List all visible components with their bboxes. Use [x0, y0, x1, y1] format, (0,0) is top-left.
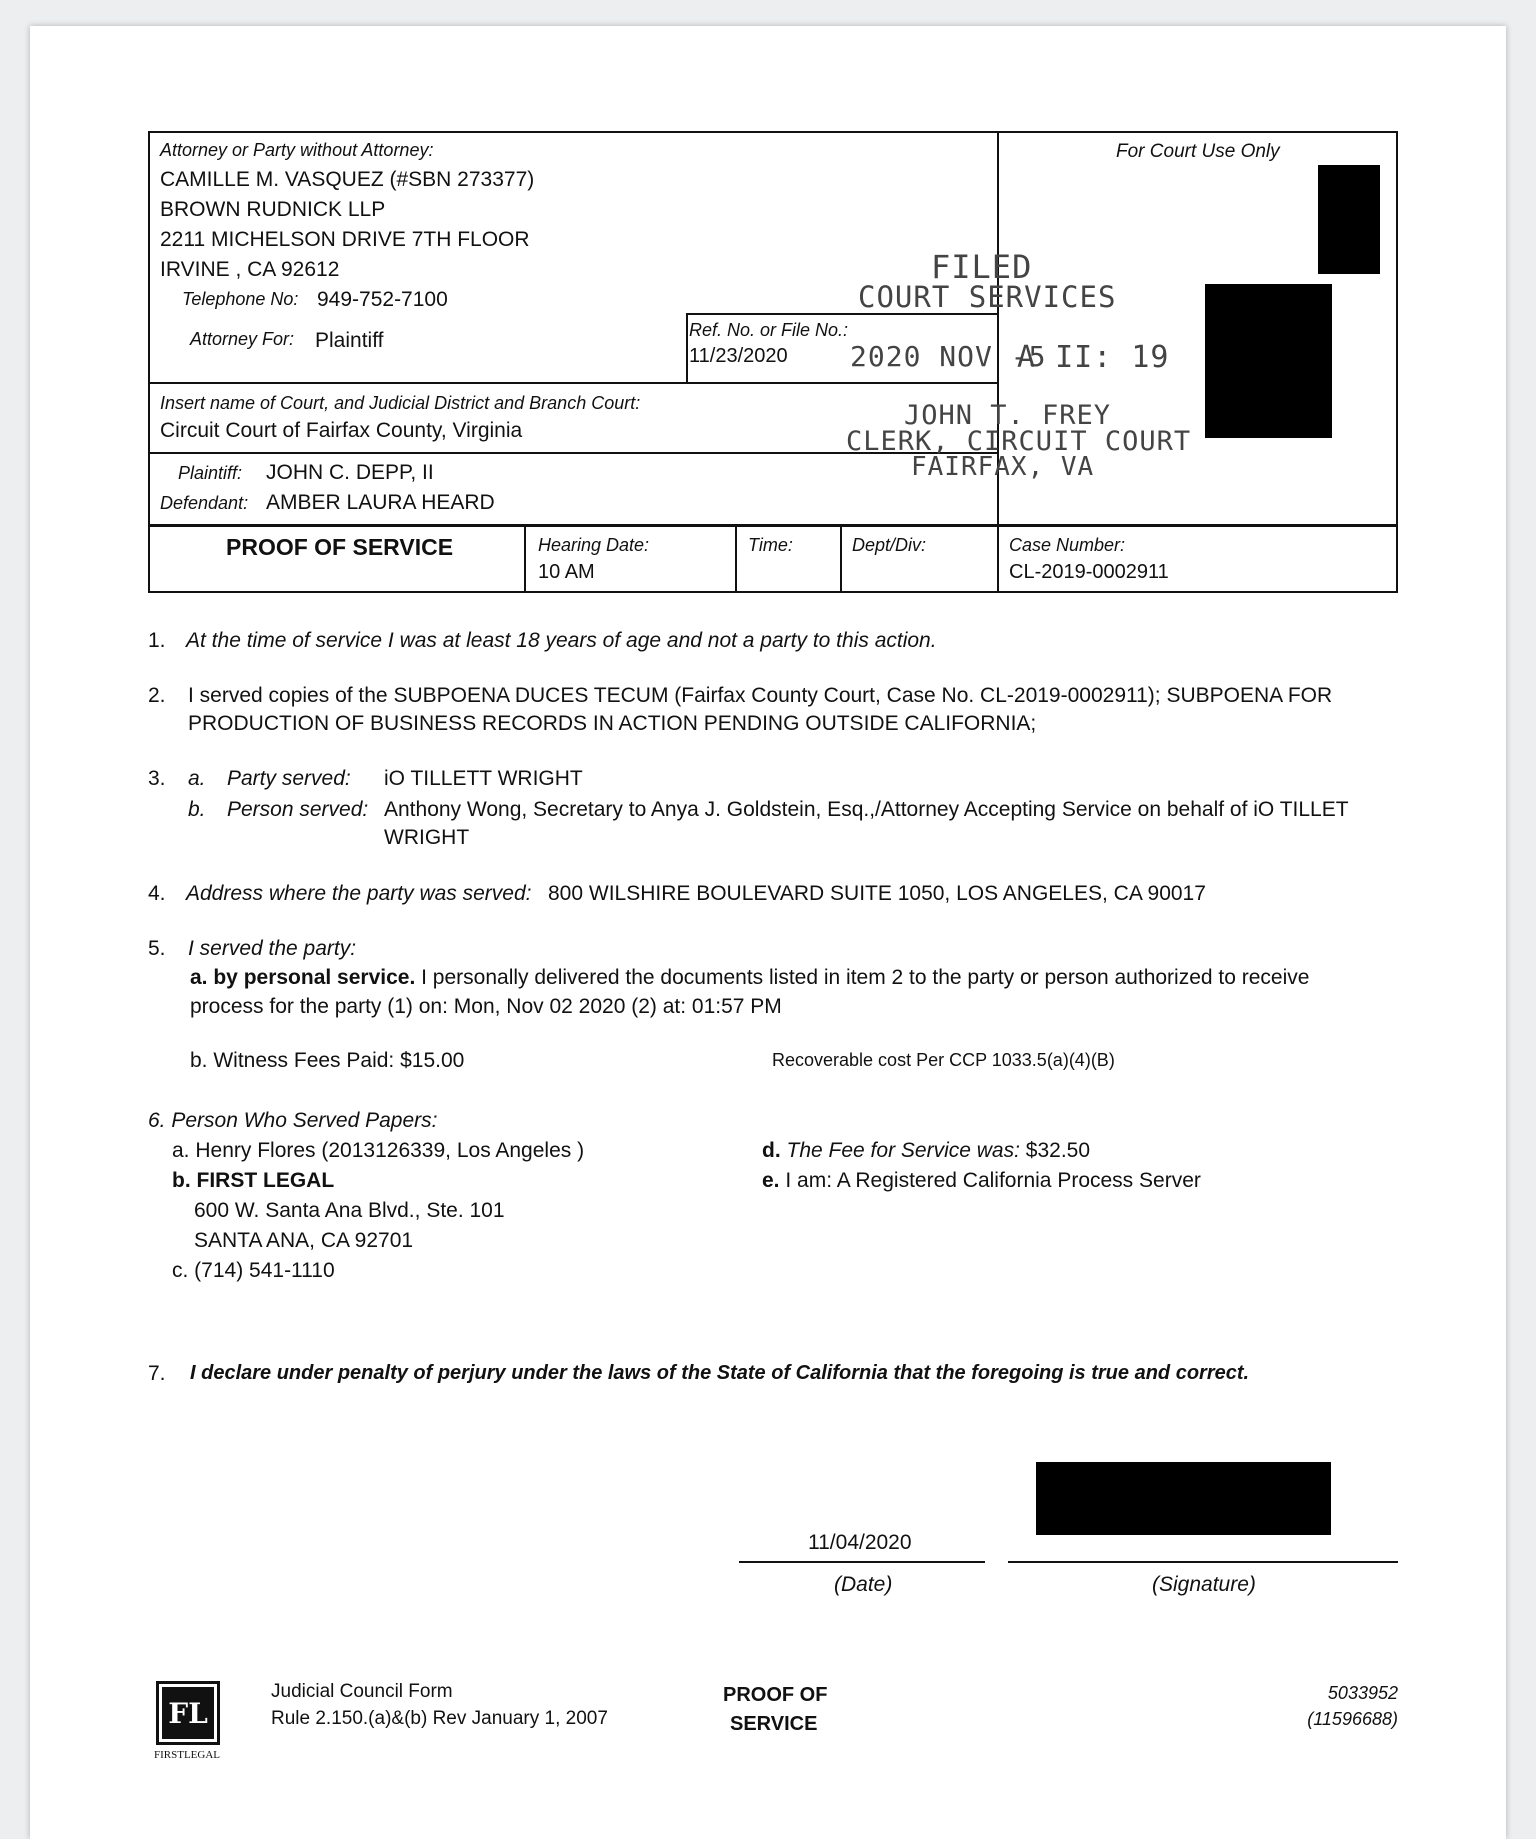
stamp-time: A II: 19 [1017, 340, 1170, 375]
title-row-top [148, 524, 1398, 527]
stamp-court-services: COURT SERVICES [858, 280, 1117, 314]
title-row-div3 [840, 525, 842, 593]
item-6a: a. Henry Flores (2013126339, Los Angeles ) [172, 1139, 585, 1162]
item-6d [762, 1136, 1090, 1165]
date-line [739, 1561, 985, 1563]
telephone-value: 949-752-7100 [317, 288, 448, 311]
telephone-label: Telephone No: [182, 289, 299, 309]
footer-form-line-1: Judicial Council Form [271, 1681, 453, 1702]
footer-title-line-1: PROOF OF [723, 1684, 828, 1706]
firstlegal-logo [156, 1681, 220, 1745]
item-5-label: I served the party: [188, 937, 357, 960]
item-2-line-1: I served copies of the SUBPOENA DUCES TECUM (Fairfax County Court, Case No. CL-2019-0002911); SUBPOENA FOR [188, 684, 1333, 707]
item-2-number: 2. [148, 684, 166, 707]
item-5-recoverable: Recoverable cost Per CCP 1033.5(a)(4)(B) [772, 1050, 1115, 1070]
form-title: PROOF OF SERVICE [226, 534, 454, 560]
stamp-clerk-name: JOHN T. FREY [904, 400, 1112, 431]
defendant-value: AMBER LAURA HEARD [266, 491, 495, 514]
time-label: Time: [748, 535, 793, 555]
hearing-date-label: Hearing Date: [538, 535, 650, 555]
item-4-value: 800 WILSHIRE BOULEVARD SUITE 1050, LOS ANGELES, CA 90017 [548, 882, 1206, 905]
item-5-number: 5. [148, 937, 166, 960]
ref-value: 11/23/2020 [689, 345, 788, 367]
attorney-line-3: 2211 MICHELSON DRIVE 7TH FLOOR [160, 228, 530, 251]
attorney-label: Attorney or Party without Attorney: [160, 140, 434, 160]
item-3b-letter: b. [188, 798, 206, 821]
item-2-line-2: PRODUCTION OF BUSINESS RECORDS IN ACTION PENDING OUTSIDE CALIFORNIA; [188, 712, 1037, 735]
item-3b-value-line-2: WRIGHT [384, 826, 470, 849]
item-6b: b. FIRST LEGAL [172, 1169, 335, 1192]
footer-id-1: 5033952 [1327, 1683, 1398, 1703]
stamp-filed: FILED [931, 248, 1033, 286]
item-4-label: Address where the party was served: [186, 882, 532, 905]
item-7-text: I declare under penalty of perjury under the laws of the State of California that the foregoing is true and correct. [190, 1362, 1250, 1384]
stamp-location: FAIRFAX, VA [911, 452, 1095, 482]
attorney-divider [148, 382, 998, 384]
footer-form-line-2: Rule 2.150.(a)&(b) Rev January 1, 2007 [271, 1708, 608, 1729]
footer-title-line-2: SERVICE [730, 1713, 818, 1735]
item-6b-address-1: 600 W. Santa Ana Blvd., Ste. 101 [194, 1199, 505, 1222]
stamp-clerk-title: CLERK, CIRCUIT COURT [846, 426, 1192, 457]
item-3a-label: Party served: [227, 767, 351, 790]
item-6c: c. (714) 541-1110 [172, 1259, 335, 1282]
attorney-line-2: BROWN RUDNICK LLP [160, 198, 386, 221]
item-6e [762, 1166, 1201, 1195]
item-5b: b. Witness Fees Paid: $15.00 [190, 1049, 465, 1072]
court-use-label: For Court Use Only [1116, 141, 1280, 162]
attorney-line-4: IRVINE , CA 92612 [160, 258, 340, 281]
item-1-number: 1. [148, 629, 166, 652]
case-number-value: CL-2019-0002911 [1009, 561, 1169, 583]
signature-label: (Signature) [1152, 1573, 1256, 1596]
item-7-number: 7. [148, 1362, 166, 1385]
item-1-text: At the time of service I was at least 18 years of age and not a party to this action. [186, 629, 937, 652]
item-3a-value: iO TILLETT WRIGHT [384, 767, 583, 790]
logo-caption: FIRSTLEGAL [154, 1749, 220, 1761]
footer-id-2: (11596688) [1307, 1709, 1398, 1729]
title-row-div1 [524, 525, 526, 593]
item-3b-label: Person served: [227, 798, 369, 821]
item-5a-rest: I personally delivered the documents listed in item 2 to the party or person authorized to receive [415, 966, 1310, 989]
item-5a-bold: a. by personal service. [190, 966, 416, 989]
item-6d-prefix: d. [762, 1139, 781, 1162]
item-3-number: 3. [148, 767, 166, 790]
item-4-number: 4. [148, 882, 166, 905]
ref-label: Ref. No. or File No.: [689, 320, 849, 340]
attorney-line-1: CAMILLE M. VASQUEZ (#SBN 273377) [160, 168, 535, 191]
attorney-for-label: Attorney For: [190, 329, 295, 349]
item-5a-line-2: process for the party (1) on: Mon, Nov 02 2020 (2) at: 01:57 PM [190, 995, 782, 1018]
ref-box-left [686, 313, 688, 383]
date-label: (Date) [834, 1573, 893, 1596]
hearing-date-value: 10 AM [538, 561, 595, 583]
signature-line [1008, 1561, 1398, 1563]
item-6b-address-2: SANTA ANA, CA 92701 [194, 1229, 414, 1252]
redaction-box-1 [1318, 165, 1380, 274]
plaintiff-label: Plaintiff: [178, 463, 243, 483]
item-3b-value-line-1: Anthony Wong, Secretary to Anya J. Goldstein, Esq.,/Attorney Accepting Service on behalf of iO TILLET [384, 798, 1349, 821]
dept-label: Dept/Div: [852, 535, 927, 555]
stamp-date: 2020 NOV -5 [850, 340, 1047, 373]
defendant-label: Defendant: [160, 493, 249, 513]
attorney-for-value: Plaintiff [315, 329, 384, 352]
court-value: Circuit Court of Fairfax County, Virginia [160, 419, 523, 442]
logo-mark: FL [162, 1687, 214, 1739]
court-label: Insert name of Court, and Judicial District and Branch Court: [160, 393, 641, 413]
item-6d-value: $32.50 [1025, 1139, 1091, 1162]
case-number-label: Case Number: [1009, 535, 1126, 555]
item-6d-label: The Fee for Service was: [786, 1139, 1020, 1162]
signature-redaction [1036, 1462, 1331, 1535]
plaintiff-value: JOHN C. DEPP, II [266, 461, 434, 484]
signature-date-value: 11/04/2020 [808, 1531, 912, 1554]
item-3a-letter: a. [188, 767, 206, 790]
item-5a-line-1 [190, 963, 1309, 992]
title-row-div2 [735, 525, 737, 593]
item-6-label: 6. Person Who Served Papers: [148, 1109, 438, 1132]
redaction-box-2 [1205, 284, 1332, 438]
item-6e-prefix: e. [762, 1169, 780, 1192]
item-6e-value: I am: A Registered California Process Server [785, 1169, 1201, 1192]
